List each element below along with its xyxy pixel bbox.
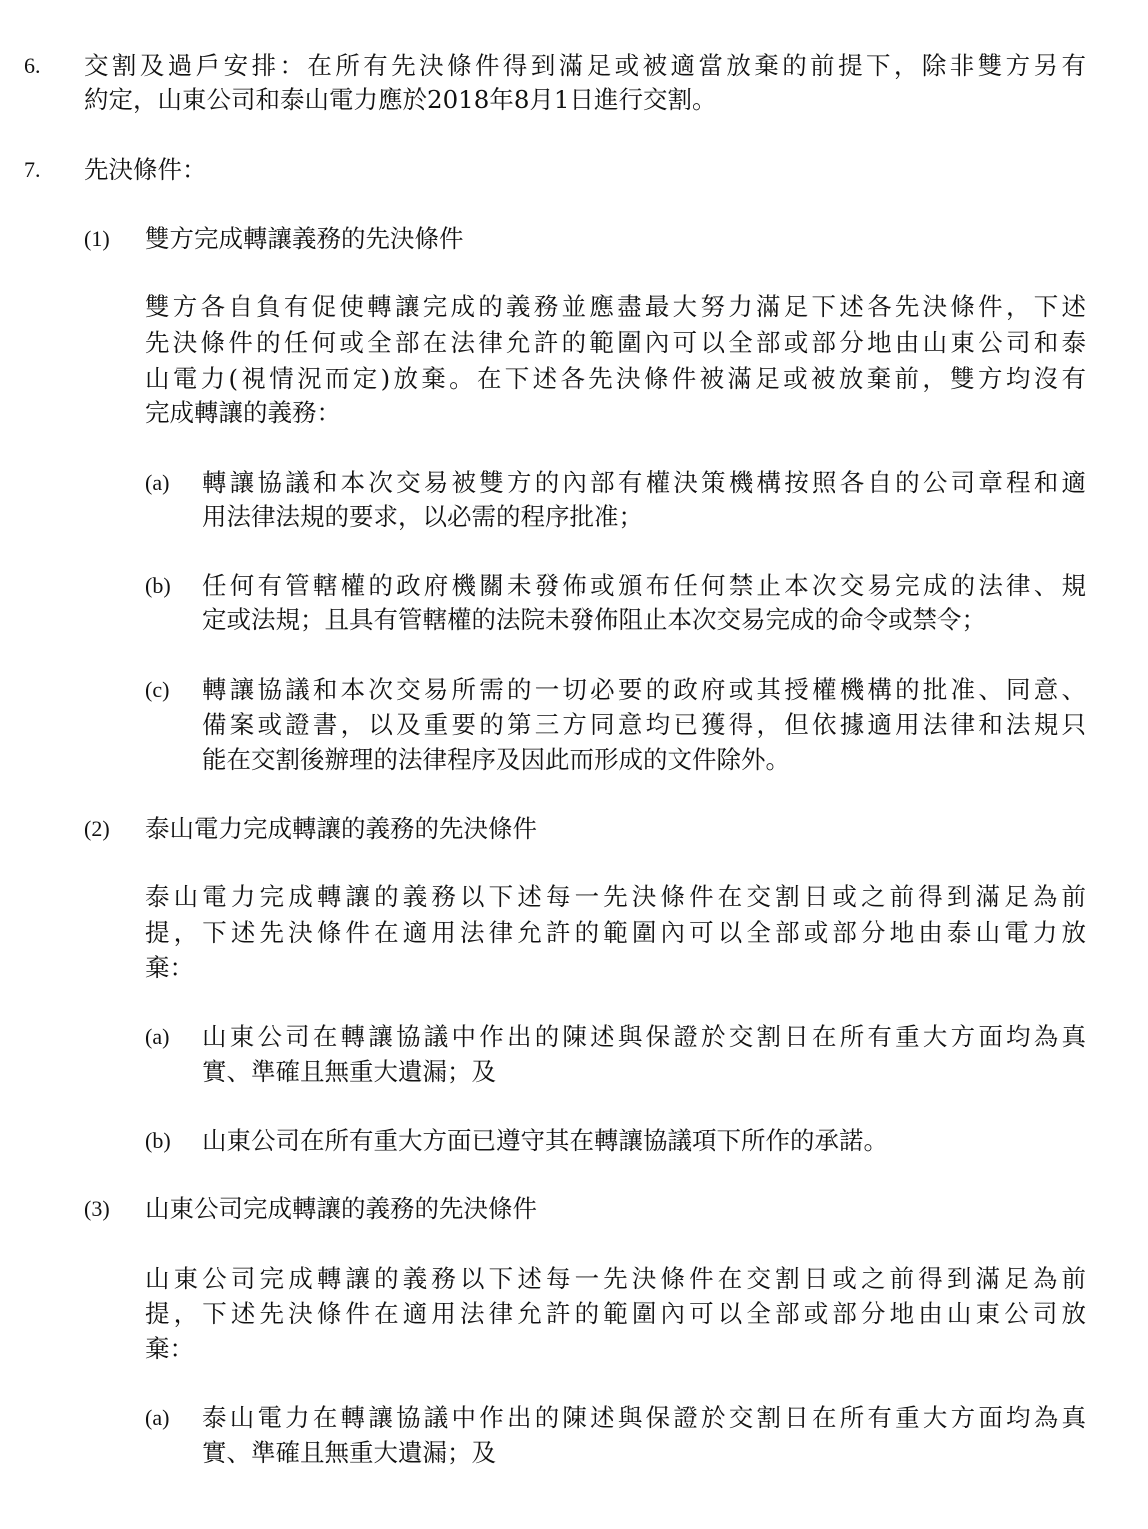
clause-1-para-line-1: 雙方各自負有促使轉讓完成的義務並應盡最大努力滿足下述各先決條件，下述 xyxy=(145,292,1086,321)
clause-1c-line-3: 能在交割後辦理的法律程序及因此而形成的文件除外。 xyxy=(202,745,790,774)
clause-1c-line-2: 備案或證書，以及重要的第三方同意均已獲得，但依據適用法律和法規只 xyxy=(202,710,1086,739)
clause-1c-number: (c) xyxy=(145,677,170,702)
clause-2b-line-1: 山東公司在所有重大方面已遵守其在轉讓協議項下所作的承諾。 xyxy=(202,1126,888,1155)
clause-3-para-line-1: 山東公司完成轉讓的義務以下述每一先決條件在交割日或之前得到滿足為前 xyxy=(145,1264,1086,1293)
clause-2a-line-1: 山東公司在轉讓協議中作出的陳述與保證於交割日在所有重大方面均為真 xyxy=(202,1022,1086,1051)
clause-2-para-line-2: 提，下述先決條件在適用法律允許的範圍內可以全部或部分地由泰山電力放 xyxy=(145,918,1086,947)
clause-1a-line-2: 用法律法規的要求，以必需的程序批准； xyxy=(202,502,643,531)
clause-3a-number: (a) xyxy=(145,1405,170,1430)
clause-1-title: 雙方完成轉讓義務的先決條件 xyxy=(145,224,464,253)
clause-2b-number: (b) xyxy=(145,1128,171,1153)
section-6-number: 6. xyxy=(24,53,41,78)
clause-3a-line-1: 泰山電力在轉讓協議中作出的陳述與保證於交割日在所有重大方面均為真 xyxy=(202,1403,1086,1432)
section-7-number: 7. xyxy=(24,157,41,182)
clause-2-para-line-1: 泰山電力完成轉讓的義務以下述每一先決條件在交割日或之前得到滿足為前 xyxy=(145,882,1086,911)
clause-2-para-line-3: 棄： xyxy=(145,953,194,982)
clause-2-number: (2) xyxy=(84,816,110,841)
clause-1c-line-1: 轉讓協議和本次交易所需的一切必要的政府或其授權機構的批准、同意、 xyxy=(202,675,1086,704)
clause-1-para-line-2: 先決條件的任何或全部在法律允許的範圍內可以全部或部分地由山東公司和泰 xyxy=(145,328,1086,357)
clause-3-title: 山東公司完成轉讓的義務的先決條件 xyxy=(145,1194,537,1223)
clause-2-title: 泰山電力完成轉讓的義務的先決條件 xyxy=(145,814,537,843)
clause-2a-line-2: 實、準確且無重大遺漏；及 xyxy=(202,1057,496,1086)
clause-3-number: (3) xyxy=(84,1196,110,1221)
clause-1-para-line-3: 山電力(視情況而定)放棄。在下述各先決條件被滿足或被放棄前，雙方均沒有 xyxy=(145,364,1086,393)
section-6-line-2: 約定，山東公司和泰山電力應於2018年8月1日進行交割。 xyxy=(84,85,717,114)
clause-1-number: (1) xyxy=(84,226,110,251)
clause-1a-number: (a) xyxy=(145,470,170,495)
clause-3-para-line-3: 棄： xyxy=(145,1334,194,1363)
clause-1b-number: (b) xyxy=(145,573,171,598)
section-7-title: 先決條件： xyxy=(84,155,207,184)
clause-1-para-line-4: 完成轉讓的義務： xyxy=(145,398,341,427)
clause-3-para-line-2: 提，下述先決條件在適用法律允許的範圍內可以全部或部分地由山東公司放 xyxy=(145,1299,1086,1328)
clause-1b-line-1: 任何有管轄權的政府機關未發佈或頒布任何禁止本次交易完成的法律、規 xyxy=(202,571,1086,600)
clause-3a-line-2: 實、準確且無重大遺漏；及 xyxy=(202,1438,496,1467)
clause-1a-line-1: 轉讓協議和本次交易被雙方的內部有權決策機構按照各自的公司章程和適 xyxy=(202,468,1086,497)
clause-1b-line-2: 定或法規；且具有管轄權的法院未發佈阻止本次交易完成的命令或禁令； xyxy=(202,605,986,634)
clause-2a-number: (a) xyxy=(145,1024,170,1049)
section-6-line-1: 交割及過戶安排：在所有先決條件得到滿足或被適當放棄的前提下，除非雙方另有 xyxy=(84,51,1086,80)
